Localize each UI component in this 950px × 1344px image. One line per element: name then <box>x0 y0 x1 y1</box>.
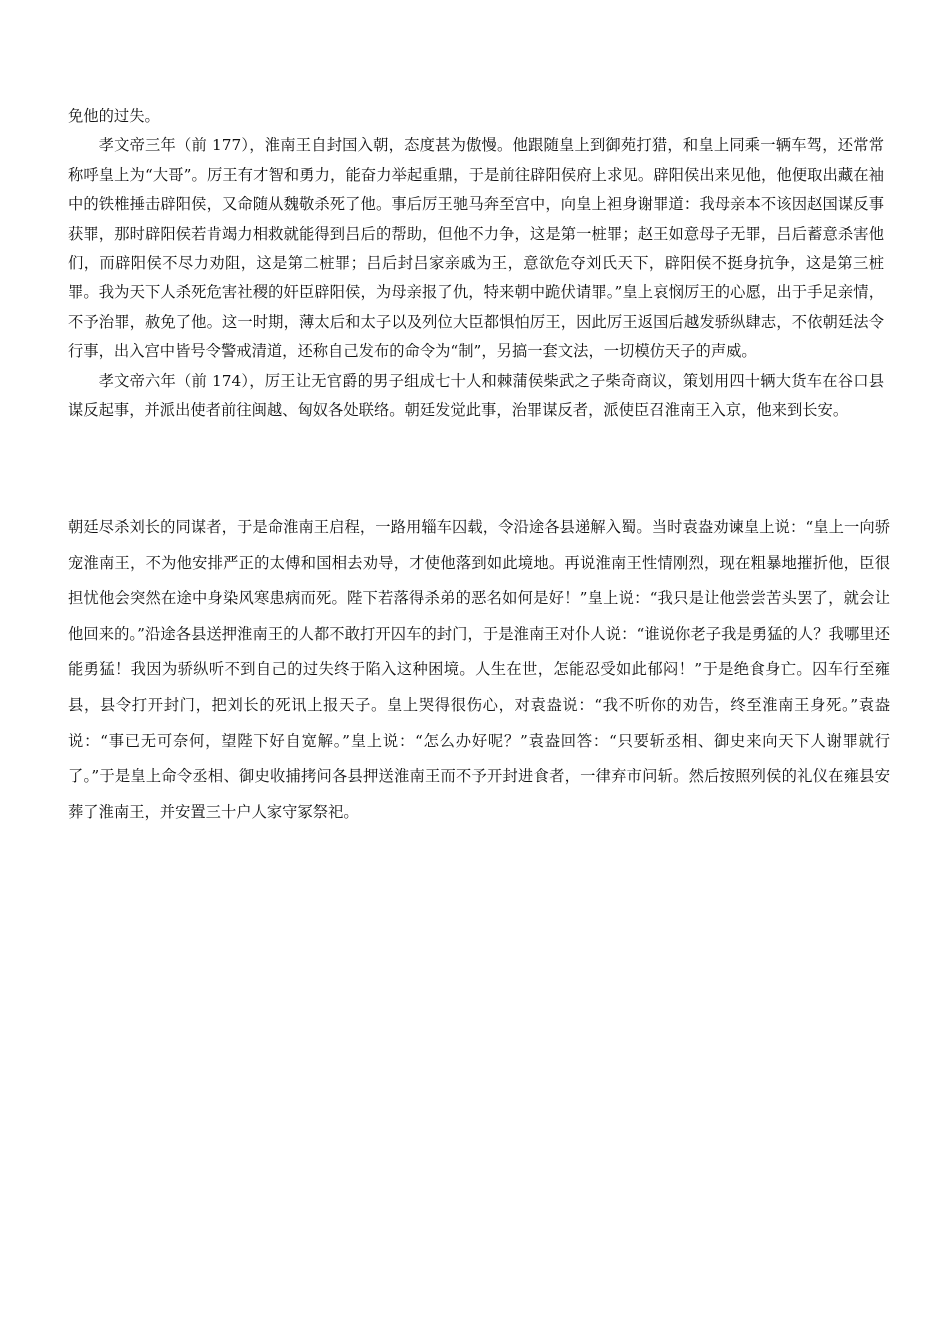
text-block-bottom <box>68 510 890 830</box>
paragraph: 孝文帝六年（前 174），厉王让无官爵的男子组成七十人和棘蒲侯柴武之子柴奇商议，策划用四十辆大货车在谷口县谋反起事，并派出使者前往闽越、匈奴各处联络。朝廷发觉此事，治罪谋反者，派使臣召淮南王入京，他来到长安。 <box>68 371 884 420</box>
paragraph: 免他的过失。 <box>68 107 160 125</box>
text-block-top <box>68 102 884 425</box>
paragraph: 孝文帝三年（前 177），淮南王自封国入朝，态度甚为傲慢。他跟随皇上到御苑打猎，和皇上同乘一辆车驾，还常常称呼皇上为“大哥”。厉王有才智和勇力，能奋力举起重鼎，于是前往辟阳侯府上求见。辟阳侯出来见他，他便取出藏在袖中的铁椎捶击辟阳侯，又命随从魏敬杀死了他。事后厉王驰马奔至宫中，向皇上袒身谢罪道：我母亲本不该因赵国谋反事获罪，那时辟阳侯若肯竭力相救就能得到吕后的帮助，但他不力争，这是第一桩罪；赵王如意母子无罪，吕后蓄意杀害他们，而辟阳侯不尽力劝阻，这是第二桩罪；吕后封吕家亲戚为王，意欲危夺刘氏天下，辟阳侯不挺身抗争，这是第三桩罪。我为天下人杀死危害社稷的奸臣辟阳侯，为母亲报了仇，特来朝中跪伏请罪。”皇上哀悯厉王的心愿，出于手足亲情，不予治罪，赦免了他。这一时期，薄太后和太子以及列位大臣都惧怕厉王，因此厉王返国后越发骄纵肆志，不依朝廷法令行事，出入宫中皆号令警戒清道，还称自己发布的命令为“制”，另搞一套文法，一切模仿天子的声威。 <box>68 136 884 361</box>
paragraph: 朝廷尽杀刘长的同谋者，于是命淮南王启程，一路用辎车囚载，令沿途各县递解入蜀。当时袁盎劝谏皇上说：“皇上一向骄宠淮南王，不为他安排严正的太傅和国相去劝导，才使他落到如此境地。再说淮南王性情刚烈，现在粗暴地摧折他，臣很担忧他会突然在途中身染风寒患病而死。陛下若落得杀弟的恶名如何是好！”皇上说：“我只是让他尝尝苦头罢了，就会让他回来的。”沿途各县送押淮南王的人都不敢打开囚车的封门，于是淮南王对仆人说：“谁说你老子我是勇猛的人？我哪里还能勇猛！我因为骄纵听不到自己的过失终于陷入这种困境。人生在世，怎能忍受如此郁闷！”于是绝食身亡。囚车行至雍县，县令打开封门，把刘长的死讯上报天子。皇上哭得很伤心，对袁盎说：“我不听你的劝告，终至淮南王身死。”袁盎说：“事已无可奈何，望陛下好自宽解。”皇上说：“怎么办好呢？”袁盎回答：“只要斩丞相、御史来向天下人谢罪就行了。”于是皇上命令丞相、御史收捕拷问各县押送淮南王而不予开封进食者，一律弃市问斩。然后按照列侯的礼仪在雍县安葬了淮南王，并安置三十户人家守冢祭祀。 <box>68 518 890 821</box>
